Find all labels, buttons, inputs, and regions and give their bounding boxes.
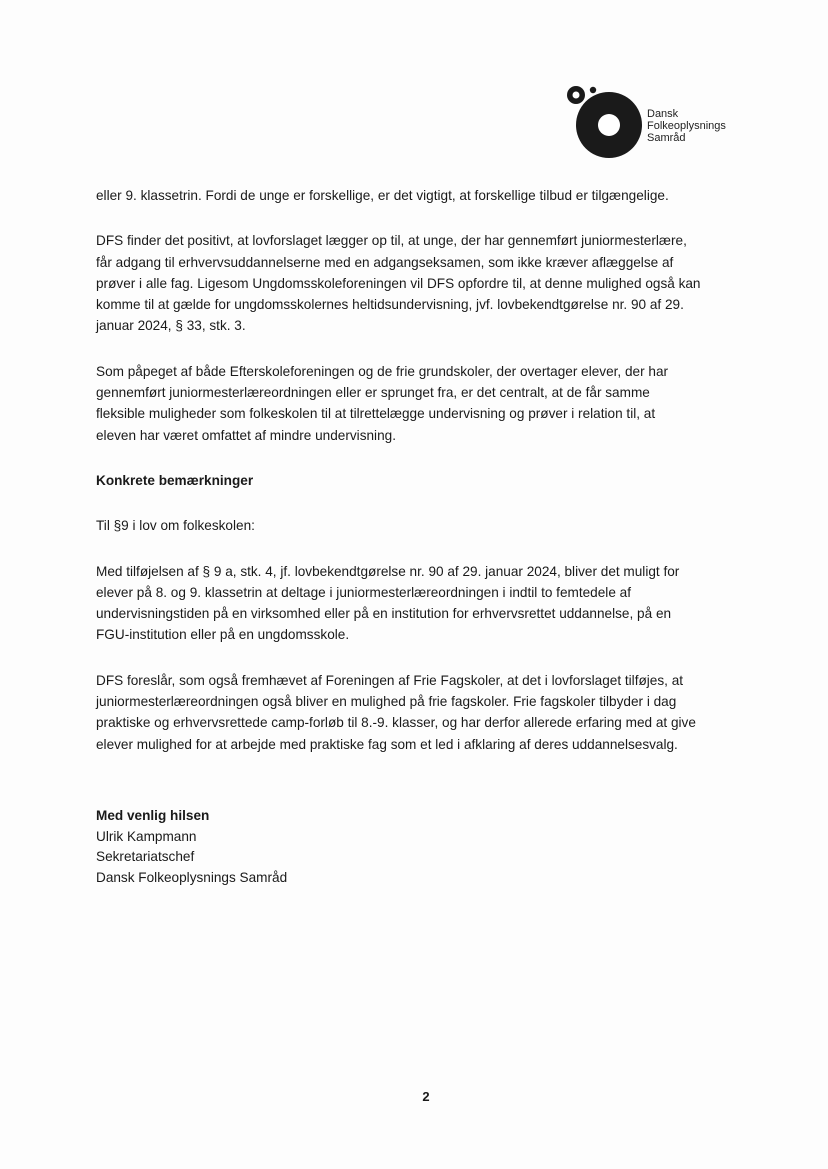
text-line: komme til at gælde for ungdomsskolernes heltidsundervisning, jvf. lovbekendtgørelse nr. 90 af 29. [96,297,684,313]
closing-greeting: Med venlig hilsen [96,808,210,823]
text-line: elever på 8. og 9. klassetrin at deltage i juniormesterlæreordningen i indtil to femtedele af [96,584,631,600]
letter-body [96,185,756,779]
signature-block [96,806,287,888]
dfs-logo [564,82,764,162]
signer-title: Sekretariatschef [96,849,195,864]
subsection-intro [96,515,756,536]
text-line: eleven har været omfattet af mindre undervisning. [96,427,396,443]
text-line: DFS foreslår, som også fremhævet af Foreningen af Frie Fagskoler, at det i lovforslaget tilføjes, at [96,672,684,688]
signer-name: Ulrik Kampmann [96,828,197,844]
logo-line: Samråd [647,132,686,144]
paragraph-adgangseksamen [96,230,756,336]
text-line: praktiske og erhvervsrettede camp-forløb til 8.-9. klasser, og har derfor allerede erfaring med at give [96,715,696,731]
text-line: januar 2024, § 33, stk. 3. [96,318,246,334]
paragraph-frie-grundskoler [96,361,756,446]
text-line: fleksible muligheder som folkeskolen til at tilrettelægge undervisning og prøver i relation til, at [96,406,656,422]
paragraph-continuation [96,185,756,206]
page-number: 2 [422,1089,430,1104]
logo-wordmark [647,108,726,144]
signer-organization: Dansk Folkeoplysnings Samråd [96,869,288,885]
text-line: eller 9. klassetrin. Fordi de unge er forskellige, er det vigtigt, at forskellige tilbud er tilgængelige. [96,188,669,203]
text-line: DFS finder det positivt, at lovforslaget lægger op til, at unge, der har gennemført juniormesterlære, [96,233,687,249]
paragraph-paragraf-9a [96,561,756,646]
text-line: Som påpeget af både Efterskoleforeningen og de frie grundskoler, der overtager elever, der har [96,363,669,379]
text-line: elever mulighed for at arbejde med praktiske fag som et led i afklaring af deres uddannelsesvalg. [96,736,678,752]
text-line: FGU-institution eller på en ungdomsskole. [96,627,350,643]
text-line: Til §9 i lov om folkeskolen: [96,518,255,534]
section-heading: Konkrete bemærkninger [96,472,254,488]
paragraph-frie-fagskoler [96,670,756,755]
dfs-logo-mark [564,82,646,162]
text-line: får adgang til erhvervsuddannelserne med en adgangseksamen, som ikke kræver aflæggelse af [96,254,674,270]
text-line: juniormesterlæreordningen også bliver en mulighed på frie fagskoler. Frie fagskoler tilbyder i dag [96,694,677,710]
logo-line: Folkeoplysnings [647,120,726,132]
text-line: gennemført juniormesterlæreordningen eller er sprunget fra, er det centralt, at de får samme [96,385,650,401]
logo-line: Dansk [647,108,679,120]
text-line: Med tilføjelsen af § 9 a, stk. 4, jf. lovbekendtgørelse nr. 90 af 29. januar 2024, bliver det muligt for [96,563,680,579]
text-line: undervisningstiden på en virksomhed eller på en institution for erhvervsrettet uddannelse, på en [96,606,672,622]
text-line: prøver i alle fag. Ligesom Ungdomsskoleforeningen vil DFS opfordre til, at denne mulighed også kan [96,275,701,291]
